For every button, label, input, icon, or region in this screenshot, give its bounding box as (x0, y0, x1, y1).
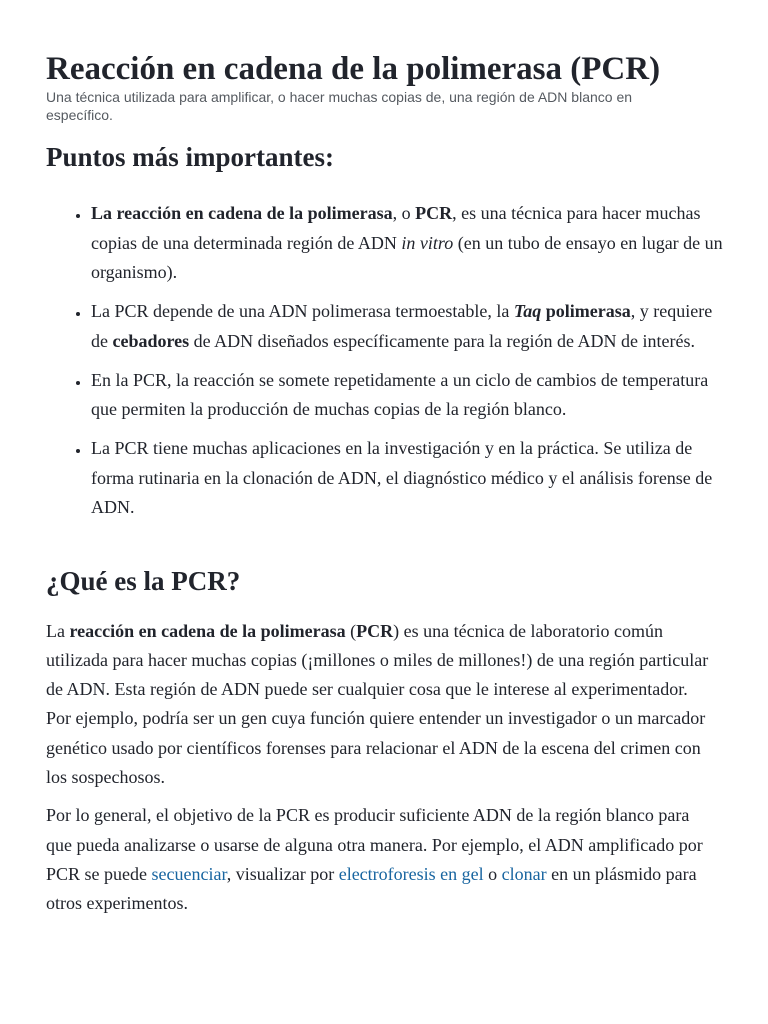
text: ) es una técnica de laboratorio común utilizada para hacer muchas copias (¡millones o miles de millones!) de una región particular de ADN. Esta región de ADN puede ser cualquier cosa que le interese al experimentador. Por ejemplo, podría ser un gen cuya función quiere entender un investigador o un marcador genético usado por científicos forenses para relacionar el ADN de la escena del crimen con los sospechosos. (46, 620, 709, 787)
text: La PCR tiene muchas aplicaciones en la investigación y en la práctica. Se utiliza de forma rutinaria en la clonación de ADN, el diagnóstico médico y el análisis forense de ADN. (91, 438, 713, 517)
text: En la PCR, la reacción se somete repetidamente a un ciclo de cambios de temperatura que permiten la producción de muchas copias de la región blanco. (91, 369, 709, 419)
bold-text: PCR (356, 620, 394, 641)
text: de ADN diseñados específicamente para la región de ADN de interés. (189, 330, 695, 351)
text: (en un tubo de ensayo en lugar de un organismo). (91, 232, 723, 282)
bold-text: polimerasa (541, 301, 631, 321)
electroforesis-link[interactable]: electroforesis en gel (338, 863, 484, 884)
key-point-item (90, 366, 728, 425)
text: La (46, 620, 70, 641)
text: La PCR depende de una ADN polimerasa termoestable, la (91, 301, 514, 321)
bold-text: cebadores (112, 330, 190, 351)
italic-text: in vitro (401, 232, 454, 253)
paragraph (46, 801, 716, 918)
bold-italic-text: Taq (513, 301, 542, 321)
key-point-item (90, 434, 728, 523)
bold-text: PCR (415, 203, 453, 223)
bold-text: reacción en cadena de la polimerasa (69, 620, 346, 641)
text: , visualizar por (226, 863, 339, 884)
page-subtitle: Una técnica utilizada para amplificar, o hacer muchas copias de, una región de ADN blanco en específico. (46, 89, 633, 123)
text: en un plásmido para otros experimentos. (46, 863, 697, 914)
page-title: Reacción en cadena de la polimerasa (PCR) (46, 51, 661, 87)
text: , es una técnica para hacer muchas copias de una determinada región de ADN (91, 203, 701, 253)
clonar-link[interactable]: clonar (501, 863, 547, 884)
section-heading: ¿Qué es la PCR? (46, 565, 241, 596)
key-point-item (90, 199, 728, 288)
text: Por lo general, el objetivo de la PCR es producir suficiente ADN de la región blanco para que pueda analizarse o usarse de alguna otra manera. Por ejemplo, el ADN amplificado por PCR se puede (46, 805, 703, 884)
secuenciar-link[interactable]: secuenciar (151, 863, 227, 884)
text: ( (345, 620, 357, 641)
key-points-heading: Puntos más importantes: (46, 142, 334, 172)
text: , o (392, 203, 416, 223)
key-points-list (46, 199, 728, 523)
key-point-item (90, 297, 728, 356)
bold-text: La reacción en cadena de la polimerasa (91, 203, 393, 223)
paragraph (46, 617, 716, 793)
text: o (483, 863, 502, 884)
text: , y requiere de (91, 301, 713, 351)
